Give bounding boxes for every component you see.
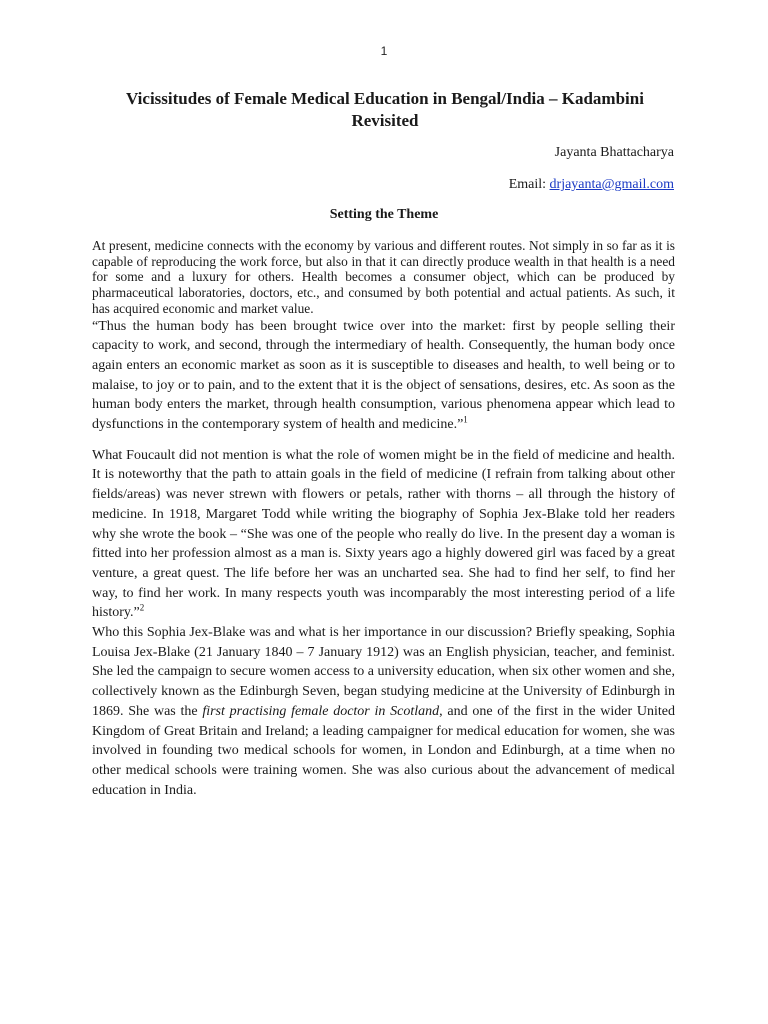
paragraph-text-b: , and one of the first in the wider United Kingdom of Great Britain and Ireland; a leading campaigner for medical education for women, she was involved in founding two medical schools for women, in London and Edinburgh, at a time when no other medical schools were training women. She was also curious about the advancement of medical education in India. (92, 703, 675, 798)
document-body (92, 238, 675, 800)
paragraph-text: What Foucault did not mention is what the role of women might be in the field of medicine and health. It is noteworthy that the path to attain goals in the field of medicine (I refrain from talking about other fields/areas) was never strewn with flowers or petals, rather with thorns – all through the history of medicine. In 1918, Margaret Todd while writing the biography of Sophia Jex-Blake told her readers why she wrote the book – “She was one of the people who really do live. In the present day a woman is fitted into her profession almost as a man is. Sixty years ago a highly dowered girl was faced by a great venture, a great quest. The life before her was an uncharted sea. She had to find her self, to find her way, to find her work. In many respects youth was incomparably the most interesting period of a life history.” (92, 447, 675, 621)
section-heading: Setting the Theme (329, 207, 439, 222)
paragraph-jex-blake (92, 623, 675, 800)
footnote-ref-2[interactable]: 2 (139, 602, 145, 613)
paragraph-foucault-quote (92, 317, 675, 435)
page-number: 1 (380, 44, 388, 58)
paragraph-intro: At present, medicine connects with the economy by various and different routes. Not simply in so far as it is capable of reproducing the work force, but also in that it can directly produce wealth in that health is a need for some and a luxury for others. Health becomes a consumer object, which can be produced by pharmaceutical laboratories, doctors, etc., and consumed by both potential and actual patients. As such, it has acquired economic and market value. (92, 238, 675, 316)
email-label: Email: (508, 177, 550, 192)
emphasis-text: first practising female doctor in Scotland (202, 703, 440, 719)
author-email-line (509, 177, 674, 193)
quote-text: “Thus the human body has been brought twice over into the market: first by people selling their capacity to work, and second, through the intermediary of health. Consequently, the human body once again enters an economic market as soon as it is susceptible to diseases and health, to well being or to malaise, to joy or to pain, and to the extent that it is the object of sensations, desires, etc. As soon as the human body enters the market, through health consumption, various phenomena appear which lead to dysfunctions in the contemporary system of health and medicine.” (92, 318, 675, 433)
document-title: Vicissitudes of Female Medical Education in Bengal/India – Kadambini Revisited (126, 89, 644, 130)
paragraph-text-a: Who this Sophia Jex-Blake was and what is her importance in our discussion? Briefly speaking, Sophia Louisa Jex-Blake (21 January 1840 – 7 January 1912) was an English physician, teacher, and feminist. She led the campaign to secure women access to a university education, when six other women and she, collectively known as the Edinburgh Seven, began studying medicine at the University of Edinburgh in 1869. She was the (92, 625, 675, 719)
paragraph-women-in-medicine (92, 446, 675, 623)
email-link[interactable]: drjayanta@gmail.com (549, 177, 674, 192)
author-name: Jayanta Bhattacharya (554, 145, 674, 160)
footnote-ref-1[interactable]: 1 (463, 414, 468, 425)
